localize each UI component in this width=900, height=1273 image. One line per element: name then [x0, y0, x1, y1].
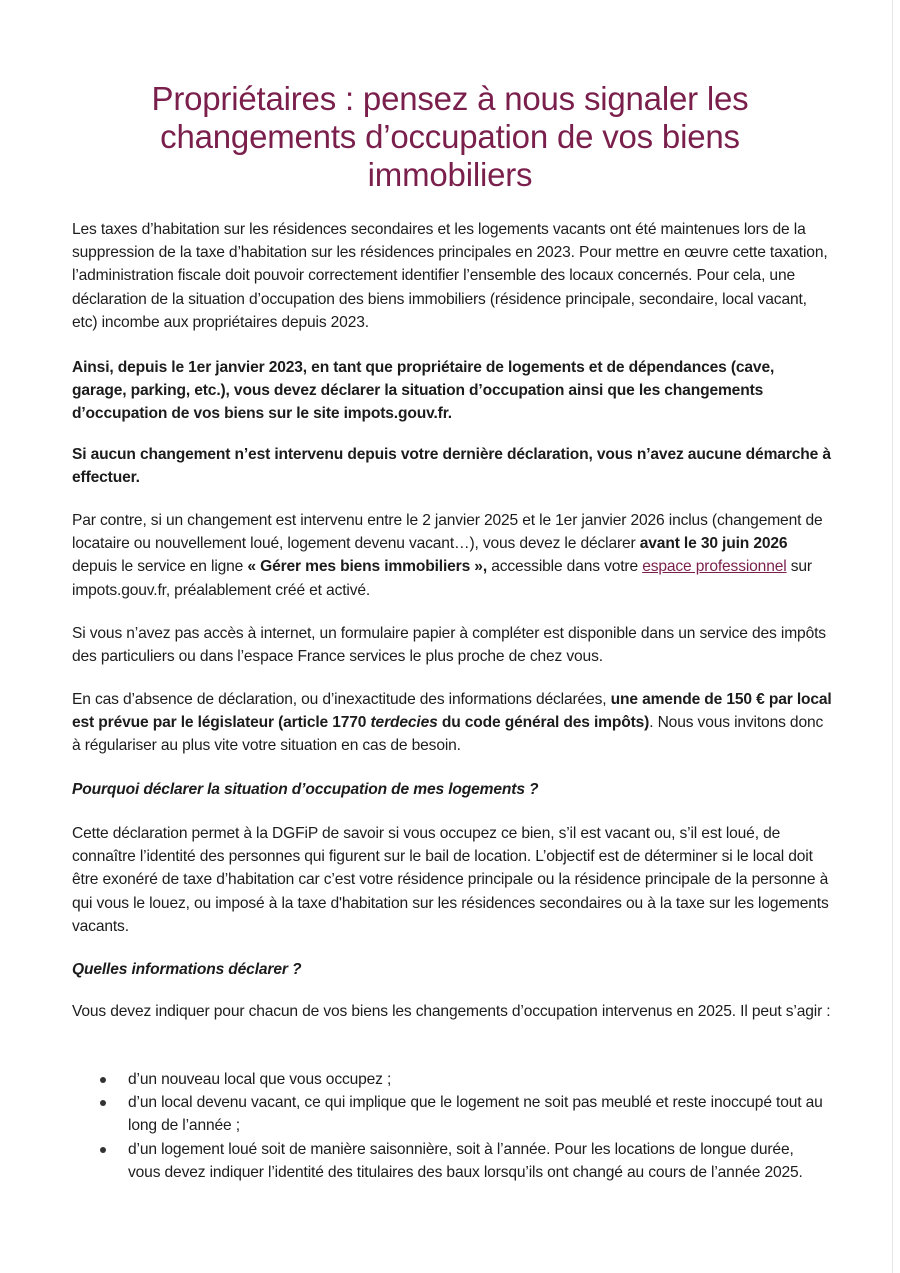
bullet-icon [100, 1077, 106, 1083]
penalty-code-text: du code général des impôts) [437, 714, 650, 732]
occupation-change-list [100, 1068, 830, 1184]
list-item-text: d’un logement loué soit de manière saisonnière, soit à l’année. Pour les locations de longue durée, vous devez indiquer l’identité des titulaires des baux lorsqu’ils ont changé au cours de l’année 2025. [128, 1140, 803, 1181]
what-heading: Quelles informations déclarer ? [72, 961, 302, 978]
penalty-text-2: . Nous vous invitons donc à régulariser au plus vite votre situation en cas de besoin. [72, 714, 824, 755]
change-paragraph [72, 509, 832, 602]
penalty-amount-text: une amende de 150 € par local est prévue par le législateur (article 1770 [72, 691, 832, 732]
list-item [100, 1091, 830, 1137]
why-heading: Pourquoi déclarer la situation d’occupation de mes logements ? [72, 781, 539, 798]
terdecies-text: terdecies [370, 714, 438, 732]
service-name-text: « Gérer mes biens immobiliers », [247, 558, 488, 576]
what-paragraph: Vous devez indiquer pour chacun de vos biens les changements d’occupation intervenus en 2025. Il peut s’agir : [72, 1003, 831, 1020]
penalty-text-1: En cas d’absence de déclaration, ou d’inexactitude des informations déclarées, [72, 691, 611, 708]
document-title: Propriétaires : pensez à nous signaler les changements d’occupation de vos biens immobiliers [151, 80, 749, 193]
page-edge-divider [892, 0, 893, 1273]
penalty-paragraph [72, 688, 832, 758]
list-item-text: d’un local devenu vacant, ce qui implique que le logement ne soit pas meublé et reste inoccupé tout au long de l’année ; [128, 1094, 823, 1135]
deadline-text: avant le 30 juin 2026 [639, 535, 788, 553]
list-item-text: d’un nouveau local que vous occupez ; [128, 1071, 392, 1088]
change-text-4: sur impots.gouv.fr, préalablement créé et activé. [72, 558, 812, 599]
bullet-icon [100, 1147, 106, 1153]
list-item [100, 1068, 830, 1091]
list-item [100, 1138, 830, 1184]
change-text-1: Par contre, si un changement est intervenu entre le 2 janvier 2025 et le 1er janvier 2026 inclus (changement de locataire ou nouvellement loué, logement devenu vacant…), vous devez le déclarer [72, 512, 823, 553]
obligation-paragraph: Ainsi, depuis le 1er janvier 2023, en tant que propriétaire de logements et de dépendances (cave, garage, parking, etc.), vous devez déclarer la situation d’occupation ainsi que les changements d’occupation de vos biens sur le site impots.gouv.fr. [72, 359, 775, 423]
change-text-2: depuis le service en ligne [72, 558, 248, 576]
change-text-3: accessible dans votre [487, 558, 643, 576]
bullet-icon [100, 1100, 106, 1106]
intro-paragraph: Les taxes d’habitation sur les résidences secondaires et les logements vacants ont été maintenues lors de la suppression de la taxe d’habitation sur les résidences principales en 2023. Pour mettre en œuvre cette taxation, l’administration fiscale doit pouvoir correctement identifier l’ensemble des locaux concernés. Pour cela, une déclaration de la situation d’occupation des biens immobiliers (résidence principale, secondaire, local vacant, etc) incombe aux propriétaires depuis 2023. [72, 221, 828, 331]
why-paragraph: Cette déclaration permet à la DGFiP de savoir si vous occupez ce bien, s’il est vacant ou, s’il est loué, de connaître l’identité des personnes qui figurent sur le bail de location. L’objectif est de déterminer si le local doit être exonéré de taxe d’habitation car c’est votre résidence principale ou la résidence principale de la personne à qui vous le louez, ou imposé à la taxe d'habitation sur les résidences secondaires ou à la taxe sur les logements vacants. [72, 825, 829, 935]
no-change-paragraph: Si aucun changement n’est intervenu depuis votre dernière déclaration, vous n’avez aucune démarche à effectuer. [72, 446, 831, 487]
espace-professionnel-link[interactable]: espace professionnel [642, 558, 787, 576]
paper-form-paragraph: Si vous n’avez pas accès à internet, un formulaire papier à compléter est disponible dans un service des impôts des particuliers ou dans l’espace France services le plus proche de chez vous. [72, 625, 826, 666]
